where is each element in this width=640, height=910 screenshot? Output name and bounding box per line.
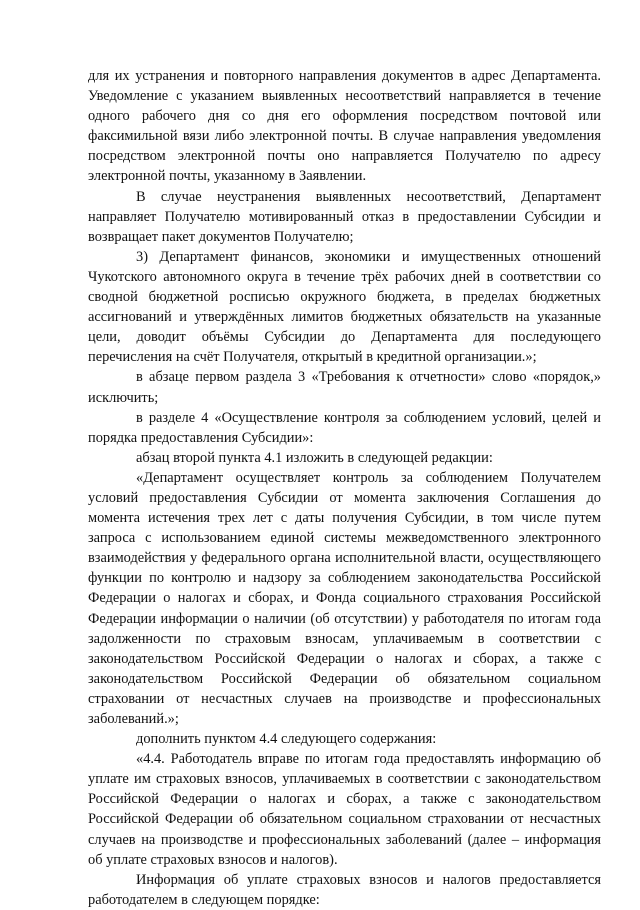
paragraph: 3) Департамент финансов, экономики и имущественных отношений Чукотского автономного округа в течение трёх рабочих дней в соответствии со сводной бюджетной росписью окружного бюджета, в пределах бюджетных ассигнований и утверждённых лимитов бюджетных обязательств на указанные цели, доводит объёмы Субсидии до Департамента для последующего перечисления на счёт Получателя, открытый в кредитной организации.»;: [88, 248, 601, 366]
paragraph: «Департамент осуществляет контроль за соблюдением Получателем условий предоставления Субсидии от момента заключения Соглашения до момента истечения трех лет с даты получения Субсидии, в том числе путем запроса с использованием единой системы межведомственного электронного взаимодействия у федерального органа исполнительной власти, осуществляющего функции по контролю и надзору за соблюдением законодательства Российской Федерации о налогах и сборах, и Фонда социального страхования Российской Федерации информации о наличии (об отсутствии) у работодателя по итогам года задолженности по страховым взносам, уплачиваемым в соответствии с законодательством Российской Федерации о налогах и сборах, а также с законодательством Российской Федерации об обязательном социальном страховании от несчастных случаев на производстве и профессиональных заболеваний.»;: [88, 469, 601, 727]
paragraph: в абзаце первом раздела 3 «Требования к отчетности» слово «порядок,» исключить;: [88, 369, 601, 406]
paragraph: «4.4. Работодатель вправе по итогам года предоставлять информацию об уплате им страховых взносов, уплачиваемых в соответствии с законодательством Российской Федерации о налогах и сборах, а также с законодательством Российской Федерации об обязательном социальном страховании от несчастных случаев на производстве и профессиональных заболеваний (далее – информация об уплате страховых взносов и налогов).: [88, 751, 601, 868]
paragraph: для их устранения и повторного направления документов в адрес Департамента. Уведомление с указанием выявленных несоответствий направляется в течение одного рабочего дня со дня его оформления посредством почтовой или факсимильной вязи либо электронной почты. В случае направления уведомления посредством электронной почты оно направляется Получателю по адресу электронной почты, указанному в Заявлении.: [88, 68, 601, 185]
paragraph: в разделе 4 «Осуществление контроля за соблюдением условий, целей и порядка предоставления Субсидии»:: [88, 409, 601, 446]
document-body: [88, 66, 601, 910]
paragraph: абзац второй пункта 4.1 изложить в следующей редакции:: [136, 449, 493, 466]
paragraph: В случае неустранения выявленных несоответствий, Департамент направляет Получателю мотивированный отказ в предоставлении Субсидии и возвращает пакет документов Получателю;: [88, 188, 601, 245]
paragraph: Информация об уплате страховых взносов и налогов предоставляется работодателем в следующем порядке:: [88, 871, 601, 908]
paragraph: дополнить пунктом 4.4 следующего содержания:: [136, 731, 437, 748]
